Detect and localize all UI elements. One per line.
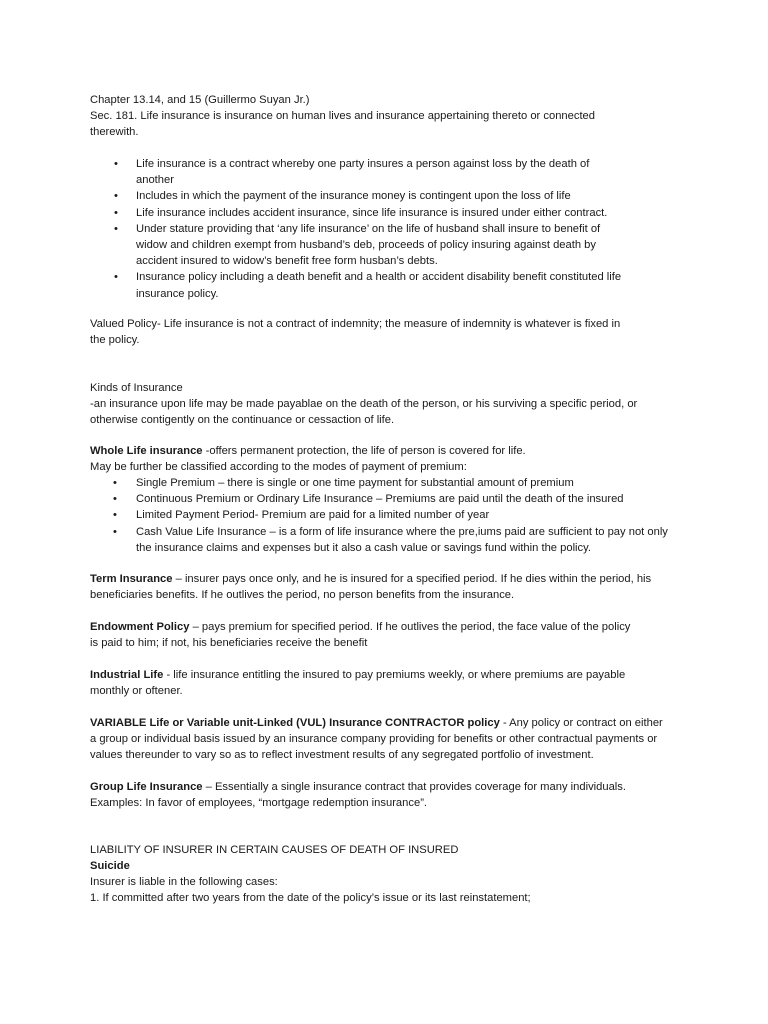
list-item: • Continuous Premium or Ordinary Life Insurance – Premiums are paid until the death of the insured [90, 491, 672, 507]
kinds-text: -an insurance upon life may be made payablae on the death of the person, or his surviving a specific period, or otherwise contigently on the continuance or cessaction of life. [90, 398, 638, 427]
group-life-term: Group Life Insurance [90, 781, 203, 793]
term-insurance-term: Term Insurance [90, 573, 173, 585]
valued-policy: Valued Policy- Life insurance is not a contract of indemnity; the measure of indemnity is whatever is fixed in the policy. [90, 318, 621, 347]
bullet-icon: • [113, 477, 117, 489]
bullet-icon: • [114, 206, 118, 219]
bullet-icon: • [113, 493, 117, 506]
bullet-icon: • [114, 190, 118, 203]
term-insurance: Term Insurance – insurer pays once only, and he is insured for a specified period. If he dies within the period, his beneficiaries benefits. If he outlives the period, no person benefits from the insurance. [90, 573, 652, 602]
list-item: • Cash Value Life Insurance – is a form of life insurance where the pre,iums paid are sufficient to pay not only the insurance claims and expenses but it also a cash value or savings fund within the policy. [113, 525, 668, 554]
bullet-icon: • [113, 525, 117, 538]
liability-item-1: 1. If committed after two years from the date of the policy’s issue or its last reinstatement; [90, 892, 531, 904]
bullet-icon: • [114, 158, 118, 170]
endowment-policy: Endowment Policy – pays premium for specified period. If he outlives the period, the face value of the policy is paid to him; if not, his beneficiaries receive the benefit [90, 621, 631, 650]
suicide-heading: Suicide [90, 860, 130, 872]
whole-life-term: Whole Life insurance [90, 445, 203, 457]
section-181: Sec. 181. Life insurance is insurance on human lives and insurance appertaining thereto or connected therewith. [90, 110, 595, 139]
whole-life-paragraph: Whole Life insurance -offers permanent protection, the life of person is covered for life. [90, 445, 526, 457]
list-item: • Includes in which the payment of the insurance money is contingent upon the loss of life [90, 188, 628, 204]
bullet-icon: • [114, 271, 118, 284]
list-item: • Limited Payment Period- Premium are paid for a limited number of year [90, 507, 672, 523]
chapter-heading: Chapter 13.14, and 15 (Guillermo Suyan Jr.) [90, 94, 310, 106]
group-life: Group Life Insurance – Essentially a single insurance contract that provides coverage for many individuals. Examples: In favor of employees, “mortgage redemption insurance”. [90, 781, 626, 810]
bullet-icon: • [114, 222, 118, 235]
kinds-heading: Kinds of Insurance [90, 382, 183, 394]
variable-life: VARIABLE Life or Variable unit-Linked (VUL) Insurance CONTRACTOR policy - Any policy or contract on either a group or individual basis issued by an insurance company providing for benefits or other contractual payments or values thereunder to vary so as to reflect investment results of any segregated portfolio of investment. [90, 717, 663, 762]
insurer-liable-text: Insurer is liable in the following cases: [90, 876, 278, 888]
industrial-term: Industrial Life [90, 669, 164, 681]
whole-life-sub: May be further be classified according to the modes of payment of premium: [90, 461, 467, 473]
variable-term: VARIABLE Life or Variable unit-Linked (VUL) Insurance CONTRACTOR policy [90, 717, 500, 729]
list-item: • Life insurance is a contract whereby one party insures a person against loss by the death of another [114, 158, 590, 187]
liability-heading: LIABILITY OF INSURER IN CERTAIN CAUSES OF DEATH OF INSURED [90, 844, 459, 856]
endowment-term: Endowment Policy [90, 621, 190, 633]
life-insurance-bullets [90, 156, 628, 302]
list-item: • Insurance policy including a death benefit and a health or accident disability benefit constituted life insurance policy. [114, 271, 622, 300]
list-item: • Single Premium – there is single or one time payment for substantial amount of premium [90, 475, 672, 491]
list-item: • Life insurance includes accident insurance, since life insurance is insured under either contract. [90, 205, 628, 221]
industrial-life: Industrial Life - life insurance entitling the insured to pay premiums weekly, or where premiums are payable monthly or oftener. [90, 669, 626, 698]
whole-life-bullets [90, 475, 672, 556]
bullet-icon: • [113, 509, 117, 522]
list-item: • Under stature providing that ‘any life insurance’ on the life of husband shall insure to benefit of widow and children exempt from husband’s deb, proceeds of policy insuring against death by accident insured to widow’s benefit free form husban’s debts. [114, 222, 601, 268]
